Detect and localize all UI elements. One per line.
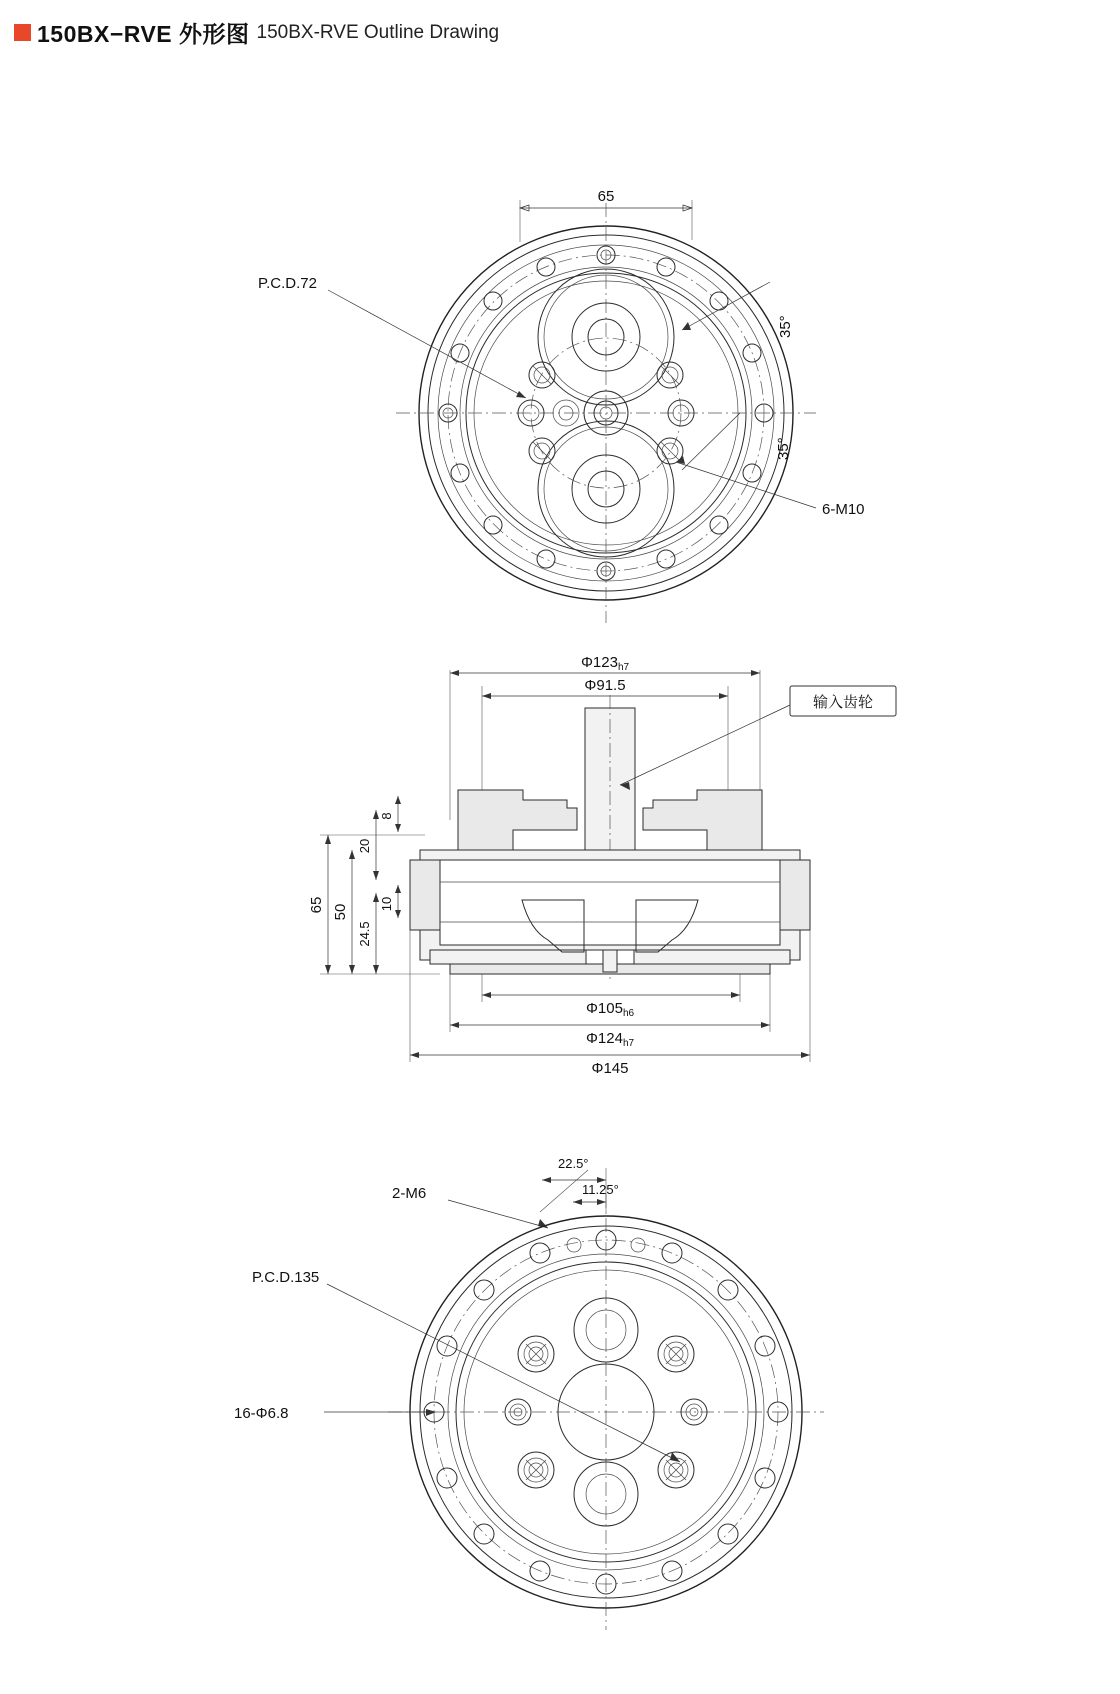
red-square-marker <box>14 24 31 41</box>
title-english: 150BX-RVE Outline Drawing <box>256 21 500 43</box>
dim-dia123: Φ123 <box>580 654 618 671</box>
label-angle-lower: 35° <box>775 437 792 460</box>
label-angle-upper: 35° <box>777 315 794 338</box>
dim-h65: 65 <box>308 896 325 914</box>
dim-width-65: 65 <box>597 188 615 205</box>
section-view <box>290 650 930 1080</box>
title-chinese: 150BX−RVE 外形图 <box>37 21 250 47</box>
input-gear-lower <box>538 421 674 557</box>
dim-angle-22-5: 22.5° <box>558 1156 589 1171</box>
label-pcd72: P.C.D.72 <box>258 275 317 292</box>
dim-angle-11-25: 11.25° <box>582 1182 619 1197</box>
label-6-m10: 6-M10 <box>822 501 865 518</box>
dim-dia145: Φ145 <box>591 1060 629 1077</box>
dim-dia105: Φ105 <box>585 1000 623 1017</box>
dim-dia91-5: Φ91.5 <box>584 677 626 694</box>
svg-text:Φ124h7 <box>586 1030 635 1049</box>
label-pcd135: P.C.D.135 <box>252 1269 320 1286</box>
dim-h50: 50 <box>332 903 349 921</box>
label-16-phi6-8: 16-Φ6.8 <box>234 1405 289 1422</box>
dim-h8: 8 <box>379 812 394 820</box>
dim-dia105-tol: h6 <box>622 1008 635 1019</box>
dim-h20: 20 <box>357 838 372 854</box>
svg-text:Φ105h6 <box>586 1000 635 1019</box>
top-view <box>258 170 890 610</box>
svg-text:Φ123h7 <box>581 654 630 673</box>
dim-dia123-tol: h7 <box>617 662 630 673</box>
dim-h24-5: 24.5 <box>357 921 372 947</box>
dim-dia124: Φ124 <box>585 1030 623 1047</box>
label-2-m6: 2-M6 <box>392 1185 427 1202</box>
dim-h10: 10 <box>379 896 394 912</box>
bottom-view <box>234 1150 890 1670</box>
label-input-gear: 输入齿轮 <box>812 694 874 711</box>
dim-dia124-tol: h7 <box>622 1038 635 1049</box>
page-title <box>14 16 499 49</box>
